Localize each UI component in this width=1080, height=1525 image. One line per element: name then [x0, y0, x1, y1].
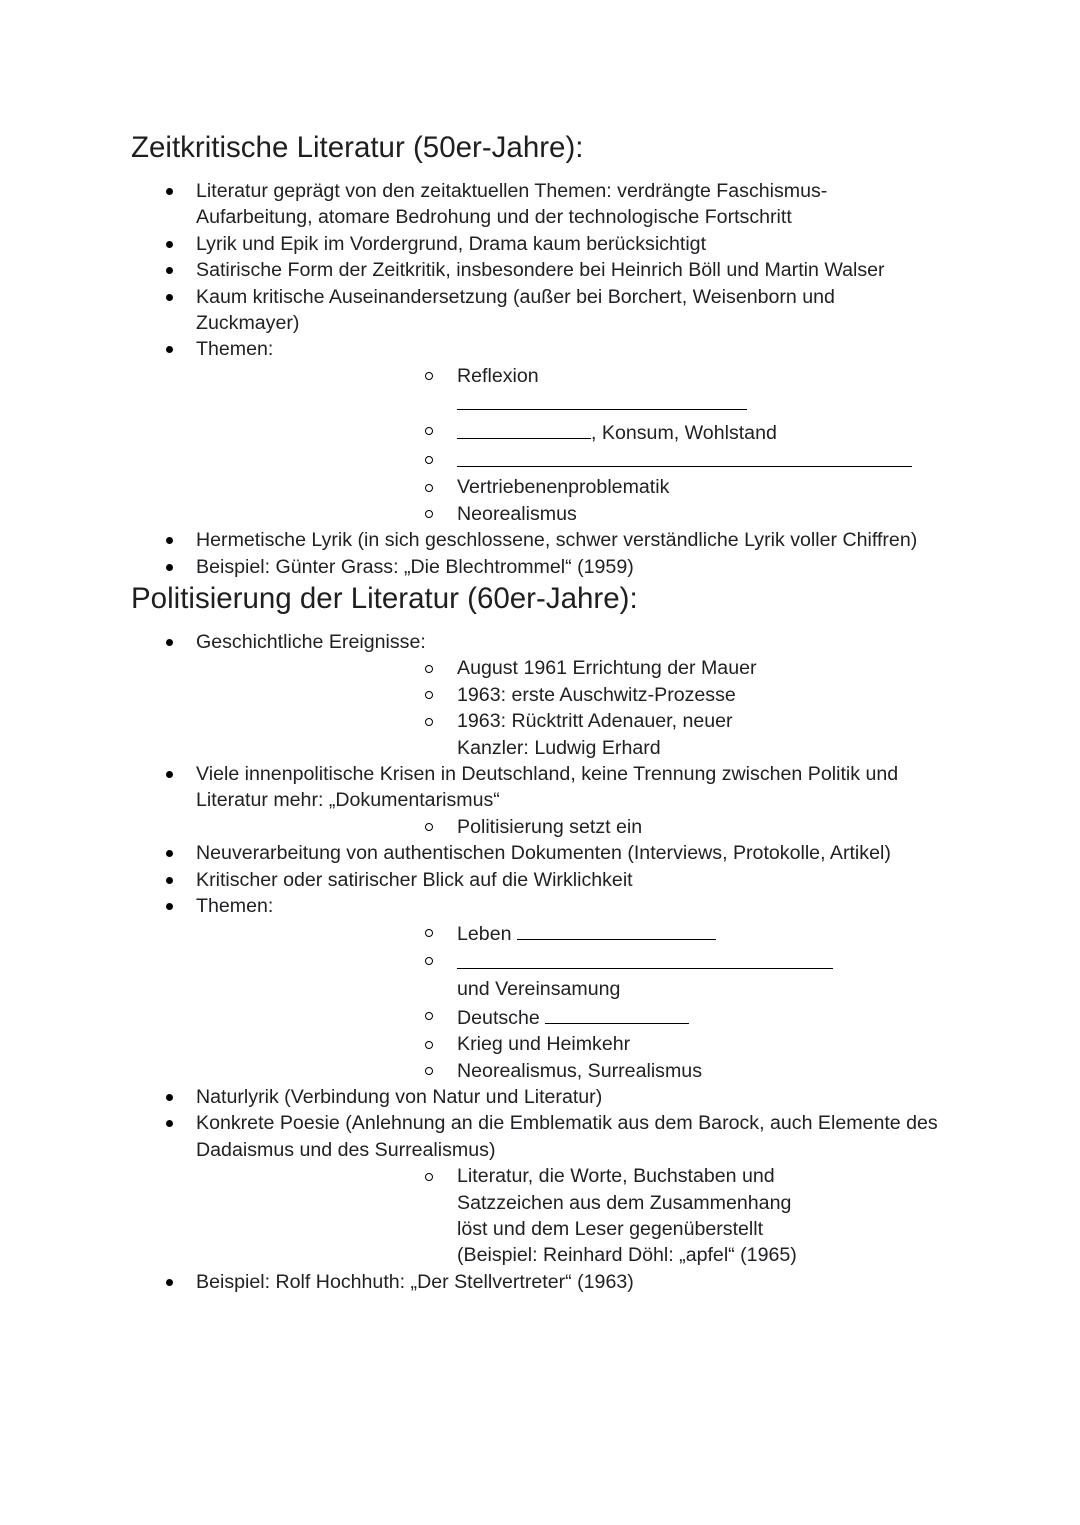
list-item — [0, 893, 1080, 1084]
bullet-list — [0, 629, 1080, 1295]
theme-text: Reflexion — [457, 364, 539, 387]
sub-list-item — [196, 363, 940, 418]
theme-text: und Vereinsamung — [457, 978, 621, 1001]
sub-list-item: August 1961 Errichtung der Mauer — [196, 655, 940, 681]
list-item — [0, 761, 1080, 840]
fill-in-blank — [457, 418, 591, 439]
list-item-label: Viele innenpolitische Krisen in Deutschland, keine Trennung zwischen Politik und Literatur mehr: „Dokumentarismus“ — [196, 763, 899, 812]
list-item: Kaum kritische Auseinandersetzung (außer bei Borchert, Weisenborn und Zuckmayer) — [0, 284, 1080, 337]
sub-list-item: Literatur, die Worte, Buchstaben und Satzzeichen aus dem Zusammenhang löst und dem Leser gegenüberstellt (Beispiel: Reinhard Döhl: „apfel“ (1965) — [196, 1163, 940, 1269]
list-item: Beispiel: Rolf Hochhuth: „Der Stellvertreter“ (1963) — [0, 1269, 1080, 1295]
fill-in-blank — [457, 389, 747, 410]
list-item: Neuverarbeitung von authentischen Dokumenten (Interviews, Protokolle, Artikel) — [0, 840, 1080, 866]
theme-text: Deutsche — [457, 1006, 540, 1029]
list-item: Satirische Form der Zeitkritik, insbesondere bei Heinrich Böll und Martin Walser — [0, 257, 1080, 283]
section-heading: Politisierung der Literatur (60er-Jahre): — [131, 582, 638, 615]
list-item-label: Themen: — [196, 338, 274, 361]
sub-list-ereignisse — [196, 655, 940, 761]
section-heading: Zeitkritische Literatur (50er-Jahre): — [131, 131, 584, 164]
list-item: Literatur geprägt von den zeitaktuellen Themen: verdrängte Faschismus-Aufarbeitung, atomare Bedrohung und der technologische Fortschritt — [0, 178, 1080, 231]
sub-list-item: Neorealismus — [196, 501, 940, 527]
list-item — [0, 1110, 1080, 1268]
section-politisierung-literatur — [0, 580, 1080, 1295]
section-zeitkritische-literatur — [0, 129, 1080, 580]
fill-in-blank — [457, 446, 912, 467]
sub-list-item: Politisierung setzt ein — [196, 814, 940, 840]
list-item-label: Themen: — [196, 895, 274, 918]
sub-list-item: Neorealismus, Surrealismus — [196, 1058, 940, 1084]
sub-list-item — [196, 446, 940, 474]
sub-list-item — [196, 948, 940, 1003]
fill-in-blank — [517, 919, 716, 940]
list-item — [0, 336, 1080, 527]
sub-list-themen — [196, 363, 940, 527]
sub-list — [196, 814, 940, 840]
bullet-list — [0, 178, 1080, 580]
list-item: Naturlyrik (Verbindung von Natur und Literatur) — [0, 1084, 1080, 1110]
sub-list-item: Vertriebenenproblematik — [196, 474, 940, 500]
fill-in-blank — [545, 1003, 689, 1024]
sub-list-themen — [196, 919, 940, 1083]
list-item-label: Geschichtliche Ereignisse: — [196, 631, 426, 653]
theme-text: Leben — [457, 923, 512, 946]
theme-text: , Konsum, Wohlstand — [591, 421, 777, 444]
sub-list-item — [196, 418, 940, 446]
sub-list-item — [196, 919, 940, 947]
sub-list — [196, 1163, 940, 1269]
sub-list-item: 1963: erste Auschwitz-Prozesse — [196, 682, 940, 708]
list-item — [0, 629, 1080, 761]
list-item: Kritischer oder satirischer Blick auf die Wirklichkeit — [0, 867, 1080, 893]
sub-list-item: 1963: Rücktritt Adenauer, neuer Kanzler: Ludwig Erhard — [196, 708, 940, 761]
list-item: Hermetische Lyrik (in sich geschlossene, schwer verständliche Lyrik voller Chiffren) — [0, 527, 1080, 553]
sub-list-item — [196, 1003, 940, 1031]
fill-in-blank — [457, 948, 833, 969]
list-item: Lyrik und Epik im Vordergrund, Drama kaum berücksichtigt — [0, 231, 1080, 257]
list-item: Beispiel: Günter Grass: „Die Blechtrommel“ (1959) — [0, 554, 1080, 580]
list-item-label: Konkrete Poesie (Anlehnung an die Emblematik aus dem Barock, auch Elemente des Dadaismus und des Surrealismus) — [196, 1112, 938, 1161]
sub-list-item: Krieg und Heimkehr — [196, 1031, 940, 1057]
